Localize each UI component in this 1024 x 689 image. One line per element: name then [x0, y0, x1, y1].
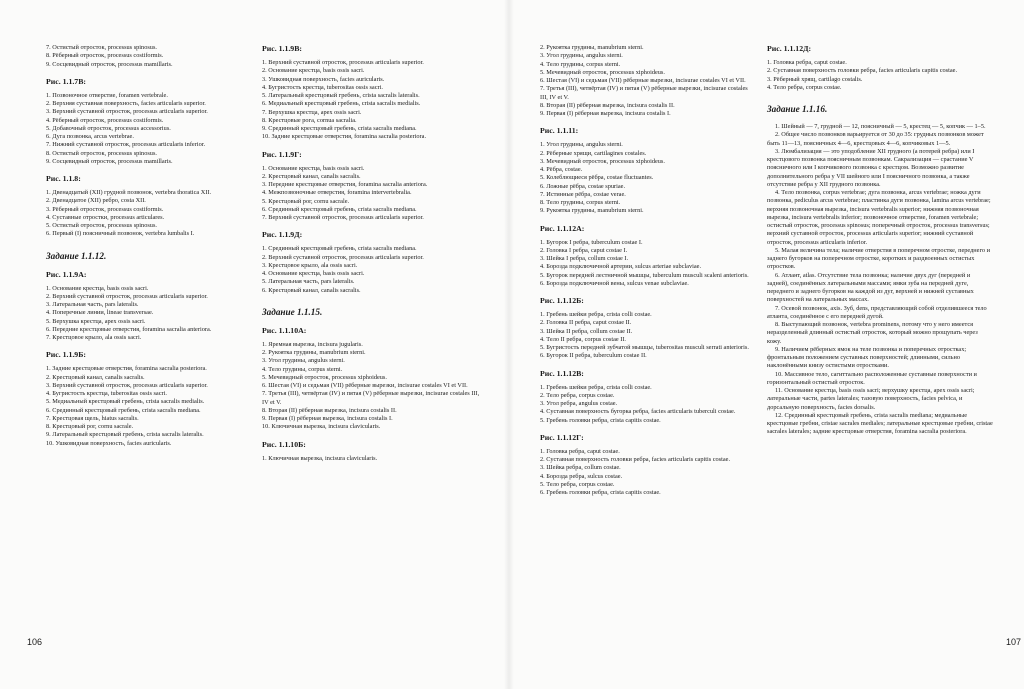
list-item: 2. Рукоятка грудины, manubrium sterni.	[540, 44, 644, 51]
list-item: 7. Осевой позвонок, axis. Зуб, dens, представляющий собой отделившееся тело атланта, соединённое с его передней дугой.	[767, 304, 989, 320]
list-item: 4. Межпозвоночные отверстия, foramina intervertebralia.	[262, 189, 412, 197]
list-item: 4. Борозда ребра, sulcus costae.	[540, 472, 623, 480]
list-item: 8. Выступающий позвонок, vertebra prominens, потому что у него имеется неразделенный длинный остистый отросток, который можно прощупать через кожу.	[767, 321, 980, 345]
list-item: 1. Позвоночное отверстие, foramen vertebrale.	[46, 91, 168, 99]
figure-heading: Рис. 1.1.12Б:	[540, 296, 584, 305]
list-item: 3. Крестцовое крыло, ala ossis sacri.	[262, 261, 358, 269]
list-item: 1. Основание крестца, basis ossis sacri.	[262, 164, 365, 172]
list-item: 3. Рёберный хрящ, cartilago costalis.	[767, 75, 863, 83]
list-item: 3. Рёберный отросток, processus costiformis.	[46, 205, 164, 213]
list-item: 4. Бугристость крестца, tuberositas ossis sacri.	[262, 83, 383, 91]
list-item: 1. Ключичная вырезка, incisura clavicularis.	[262, 454, 378, 462]
list-item: 5. Малая величина тела; наличие отверстия в поперечном отростке, переднего и заднего бугорков на поперечном отростке, коротких и раздвоенных остистых отростков.	[767, 246, 992, 271]
list-item: 6. Бугорок II ребра, tuberculum costae II.	[540, 352, 647, 360]
list-item: 3. Шейка ребра, collum costae.	[540, 464, 621, 472]
task-heading: Задание 1.1.15.	[262, 306, 323, 317]
list-item: 3. Угол ребра, angulus costae.	[540, 400, 618, 407]
figure-heading: Рис. 1.1.9В:	[262, 44, 303, 53]
list-item: 8. Вторая (II) рёберная вырезка, incisura costalis II.	[262, 406, 397, 414]
list-item: 3. Передние крестцовые отверстия, foramina sacralia anteriora.	[262, 181, 428, 188]
figure-heading: Рис. 1.1.12Г:	[540, 432, 584, 442]
list-item: 6. Срединный крестцовый гребень, crista sacralis mediana.	[46, 406, 201, 414]
list-item: 3. Верхний суставной отросток, processus articularis superior.	[46, 108, 208, 116]
list-item: 9. Первая (I) рёберная вырезка, incisura costalis I.	[540, 110, 671, 117]
list-item: 10. Массивное тело, сагиттально расположенные суставные поверхности и горизонтальный остистый отросток.	[767, 370, 979, 386]
list-item: 1. Яремная вырезка, incisura jugularis.	[262, 340, 363, 348]
list-item: 4. Суставные отростки, processus articulares.	[46, 213, 165, 221]
list-item: 9. Латеральный крестцовый гребень, crista sacralis lateralis.	[46, 431, 204, 439]
page-number-right: 107	[1006, 637, 1022, 647]
list-item: 5. Остистый отросток, processus spinosus.	[46, 222, 157, 229]
list-item: 5. Бугорок передней лестничной мышцы, tuberculum musculi scaleni anterioris.	[540, 271, 749, 279]
list-item: 1. Задние крестцовые отверстия, foramina sacralia posteriora.	[46, 365, 207, 373]
list-item: 11. Основание крестца, basis ossis sacri; верхушку крестца, apex ossis sacri; латеральные части, partes laterales; тазовую поверхность, facies pelvica, и дорсальную поверхность, facies dorsalis.	[767, 387, 977, 411]
list-item: 8. Крестцовые рога, cornua sacralia.	[262, 116, 357, 124]
list-item: 2. Суставная поверхность головки ребра, facies articularis capitis costae.	[540, 456, 731, 463]
list-item: 1. Гребень шейки ребра, crista colli costae.	[540, 311, 652, 318]
list-item: 2. Крестцовый канал, canalis sacralis.	[262, 172, 361, 180]
list-item: 9. Сосцевидный отросток, processus mamillaris.	[46, 157, 173, 165]
figure-heading: Рис. 1.1.9Б:	[46, 350, 86, 360]
list-item: 2. Суставная поверхность головки ребра, facies articularis capitis costae.	[767, 67, 958, 75]
right-column-1	[540, 44, 754, 497]
list-item: 10. Ушковидная поверхность, facies auricularis.	[46, 439, 172, 447]
list-item: 5. Бугристость передней зубчатой мышцы, tuberositas musculi serrati anterioris.	[540, 344, 749, 351]
list-item: 5. Добавочный отросток, processus accessorius.	[46, 124, 171, 132]
list-item: 3. Шейка II ребра, collum costae II.	[540, 327, 633, 335]
list-item: 5. Колеблющиеся рёбра, costae fluctuantes.	[540, 174, 654, 182]
list-item: 1. Головка ребра, caput costae.	[540, 447, 620, 455]
list-item: 7. Верхушка крестца, apex ossis sacri.	[262, 108, 362, 116]
list-item: 3. Мечевидный отросток, processus xiphoideus.	[540, 157, 665, 165]
list-item: 9. Срединный крестцовый гребень, crista sacralis mediana.	[262, 125, 417, 132]
list-item: 6. Крестцовый канал, canalis sacralis.	[262, 286, 361, 294]
list-item: 6. Борозда подключичной вены, sulcus venae subclaviae.	[540, 279, 689, 287]
list-item: 3. Угол грудины, angulus sterni.	[540, 52, 623, 60]
task-heading: Задание 1.1.16.	[767, 104, 828, 114]
list-item: 2. Основание крестца, basis ossis sacri.	[262, 67, 365, 75]
list-item: 5. Латеральная часть, pars lateralis.	[262, 278, 355, 286]
list-item: 1. Бугорок I ребра, tuberculum costae I.	[540, 238, 643, 246]
list-item: 4. Тело грудины, corpus sterni.	[540, 60, 621, 68]
list-item: 3. Люмбализация — это уподобление XII грудного (а потерей ребра) или I крестцового позвонка поясничным позвонкам. Сакрализация — срастание V поясничного или I копчикового позвонка с крестцом. Возможно развитие дополнительного ребра у VII шейного или I поясничного позвонка, а также отсутствие ребра у XII грудного позвонка.	[767, 147, 976, 188]
list-item: 1. Шейный — 7, грудной — 12, поясничный — 5, крестец — 5, копчик — 1–5.	[775, 123, 986, 130]
list-item: 3. Шейка I ребра, collum costae I.	[540, 255, 629, 262]
list-item: 3. Латеральная часть, pars lateralis.	[46, 301, 139, 308]
list-item: 1. Двенадцатый (XII) грудной позвонок, vertebra thoratica XII.	[46, 189, 212, 196]
list-item: 2. Верхний суставной отросток, processus articularis superior.	[46, 292, 208, 300]
list-item: 2. Головка I ребра, caput costae I.	[540, 246, 628, 254]
left-column-2	[262, 44, 484, 463]
list-item: 5. Медиальный крестцовый гребень, crista sacralis medialis.	[46, 398, 205, 406]
list-item: 2. Верхняя суставная поверхность, facies articularis superior.	[46, 100, 206, 107]
list-item: 6. Дуга позвонка, arcus vertebrae.	[46, 133, 134, 140]
list-item: 4. Основание крестца, basis ossis sacri.	[262, 270, 365, 277]
list-item: 7. Верхний суставной отросток, processus articularis superior.	[262, 214, 424, 221]
figure-heading: Рис. 1.1.12Д:	[767, 44, 812, 53]
figure-heading: Рис. 1.1.9Д:	[262, 230, 303, 240]
list-item: 5. Латеральный крестцовый гребень, crista sacralis lateralis.	[262, 92, 420, 99]
list-item: 2. Рёберные хрящи, cartilagines costales.	[540, 149, 647, 157]
task-heading: Задание 1.1.12.	[46, 250, 107, 261]
list-item: 1. Верхний суставной отросток, processus articularis superior.	[262, 59, 424, 66]
list-item: 5. Мечевидный отросток, processus xiphoideus.	[262, 373, 387, 381]
list-item: 9. Сосцевидный отросток, processus mamillaris.	[46, 60, 173, 68]
list-item: 5. Тело ребра, corpus costae.	[540, 480, 615, 488]
list-item: 8. Вторая (II) рёберная вырезка, incisura costalis II.	[540, 101, 675, 109]
list-item: 6. Первый (I) поясничный позвонок, vertebra lumbalis I.	[46, 230, 195, 238]
list-item: 12. Срединный крестцовый гребень, crista sacralis mediana; медиальные крестцовые гребни, cristae sacrales mediales; латеральные крестцовые гребни, cristae sacrales laterales; задние крестцовые отверстия, foramina sacralia posteriora.	[767, 411, 995, 436]
list-item: 2. Тело ребра, corpus costae.	[540, 391, 615, 399]
list-item: 6. Атлант, atlas. Отсутствие тела позвонка; наличие двух дуг (передней и задней), соединённых латеральными массами; ямки зуба на передней дуге, переднего и заднего бугорков на каждой из дуг, верхней и нижней суставных поверхностей на латеральных массах.	[767, 271, 976, 304]
list-item: 4. Рёбра, costae.	[540, 166, 583, 173]
list-item: 4. Поперечные линии, lineae transversae.	[46, 309, 154, 317]
list-item: 4. Тело позвонка, corpus vertebrae; дуга позвонка, arcus vertebrae; ножка дуги позвонка, pediculus arcus vertebrae; пластинка дуги позвонка, lamina arcus vertebrae; верхняя позвоночная вырезка, incisura vertebralis superior; нижняя позвоночная вырезка, incisura vertebralis inferior; позвоночное отверстие, foramen vertebrale; остистый отросток, processus spinosus; поперечный отросток, processus transversus; верхний суставной отросток, processus articularis superior; нижний суставной отросток, processus articularis inferior.	[767, 189, 993, 246]
list-item: 2. Верхний суставной отросток, processus articularis superior.	[262, 253, 424, 261]
list-item: 7. Третья (III), четвёртая (IV) и пятая (V) рёберные вырезки, incisurae costales III, IV et V.	[540, 85, 750, 101]
figure-heading: Рис. 1.1.7В:	[46, 76, 87, 86]
list-item: 9. Первая (I) рёберная вырезка, incisura costalis I.	[262, 415, 393, 422]
list-item: 5. Мечевидный отросток, processus xiphoideus.	[540, 68, 665, 76]
list-item: 2. Общее число позвонков варьируется от 30 до 35: грудных позвонков может быть 11—13, поясничных 4—6, крестцовых 4—6, копчиковых 1—5.	[767, 131, 986, 147]
list-item: 1. Угол грудины, angulus sterni.	[540, 141, 623, 149]
list-item: 2. Крестцовый канал, canalis sacralis.	[46, 373, 145, 381]
list-item: 4. Бугристость крестца, tuberositas ossis sacri.	[46, 390, 167, 397]
list-item: 7. Крестцовая щель, hiatus sacralis.	[46, 414, 139, 422]
list-item: 6. Ложные рёбра, costae spuriae.	[540, 182, 626, 190]
list-item: 8. Крестцовый рог, cornu sacrale.	[46, 423, 134, 430]
list-item: 4. Тело II ребра, corpus costae II.	[540, 335, 627, 343]
figure-heading: Рис. 1.1.9Г:	[262, 149, 302, 159]
list-item: 4. Суставная поверхность бугорка ребра, facies articularis tuberculi costae.	[540, 408, 736, 416]
list-item: 10. Ключичная вырезка, incisura clavicularis.	[262, 423, 381, 431]
list-item: 6. Шестая (VI) и седьмая (VII) рёберные вырезки, incisurae costales VI et VII.	[540, 77, 746, 84]
list-item: 7. Третья (III), четвёртая (IV) и пятая (V) рёберные вырезки, incisurae costales III, IV et V.	[262, 390, 481, 406]
left-page	[0, 0, 506, 689]
left-column-1	[46, 44, 246, 448]
list-item: 9. Наличием рёберных ямок на теле позвонка и поперечных отростках; фронтальным положением суставных поверхностей; длинными, сильно наклонёнными книзу остистыми отростками.	[767, 345, 968, 370]
list-item: 6. Медиальный крестцовый гребень, crista sacralis medialis.	[262, 100, 421, 108]
list-item: 2. Рукоятка грудины, manubrium sterni.	[262, 349, 366, 356]
list-item: 3. Верхний суставной отросток, processus articularis superior.	[46, 381, 208, 389]
figure-heading: Рис. 1.1.9А:	[46, 269, 87, 279]
figure-heading: Рис. 1.1.10Б:	[262, 439, 306, 449]
list-item: 7. Нижний суставной отросток, processus articularis inferior.	[46, 141, 206, 149]
list-item: 6. Гребень головки ребра, crista capitis costae.	[540, 489, 661, 496]
figure-heading: Рис. 1.1.8:	[46, 174, 81, 183]
list-item: 10. Задние крестцовые отверстия, foramina sacralia posteriora.	[262, 133, 427, 141]
right-column-2	[767, 44, 993, 437]
list-item: 6. Шестая (VI) и седьмая (VII) рёберные вырезки, incisurae costales VI et VII.	[262, 382, 468, 389]
list-item: 2. Двенадцатое (XII) ребро, costa XII.	[46, 197, 146, 205]
list-item: 1. Срединный крестцовый гребень, crista sacralis mediana.	[262, 245, 417, 253]
list-item: 8. Рёберный отросток, processus costiformis.	[46, 52, 164, 60]
figure-heading: Рис. 1.1.11:	[540, 126, 579, 136]
list-item: 2. Головка II ребра, caput costae II.	[540, 319, 632, 327]
list-item: 5. Крестцовый рог, cornu sacrale.	[262, 197, 350, 205]
page-number-left: 106	[27, 637, 43, 647]
list-item: 1. Гребень шейки ребра, crista colli costae.	[540, 383, 652, 391]
list-item: 6. Передние крестцовые отверстия, foramina sacralia anteriora.	[46, 325, 212, 333]
list-item: 9. Рукоятка грудины, manubrium sterni.	[540, 207, 644, 215]
figure-heading: Рис. 1.1.12В:	[540, 368, 584, 378]
list-item: 4. Тело ребра, corpus costae.	[767, 83, 842, 91]
list-item: 7. Крестцовое крыло, ala ossis sacri.	[46, 334, 142, 341]
list-item: 6. Срединный крестцовый гребень, crista sacralis mediana.	[262, 205, 417, 213]
list-item: 1. Основание крестца, basis ossis sacri.	[46, 284, 149, 292]
list-item: 3. Ушковидная поверхность, facies auricularis.	[262, 75, 385, 83]
list-item: 7. Истинные рёбра, costae verae.	[540, 190, 626, 198]
list-item: 4. Тело грудины, corpus sterni.	[262, 365, 343, 373]
list-item: 4. Рёберный отросток, processus costiformis.	[46, 116, 164, 124]
list-item: 3. Угол грудины, angulus sterni.	[262, 357, 345, 365]
list-item: 1. Головка ребра, caput costae.	[767, 59, 847, 66]
list-item: 5. Гребень головки ребра, crista capitis costae.	[540, 416, 661, 424]
list-item: 8. Остистый отросток, processus spinosus.	[46, 149, 157, 157]
figure-heading: Рис. 1.1.10А:	[262, 325, 307, 335]
list-item: 4. Борозда подключичной артерии, sulcus arteriae subclaviae.	[540, 263, 702, 271]
list-item: 7. Остистый отросток, processus spinosus.	[46, 44, 157, 51]
right-page	[512, 0, 1024, 689]
list-item: 5. Верхушка крестца, apex ossis sacri.	[46, 317, 146, 325]
list-item: 8. Тело грудины, corpus sterni.	[540, 199, 621, 206]
figure-heading: Рис. 1.1.12А:	[540, 223, 585, 233]
